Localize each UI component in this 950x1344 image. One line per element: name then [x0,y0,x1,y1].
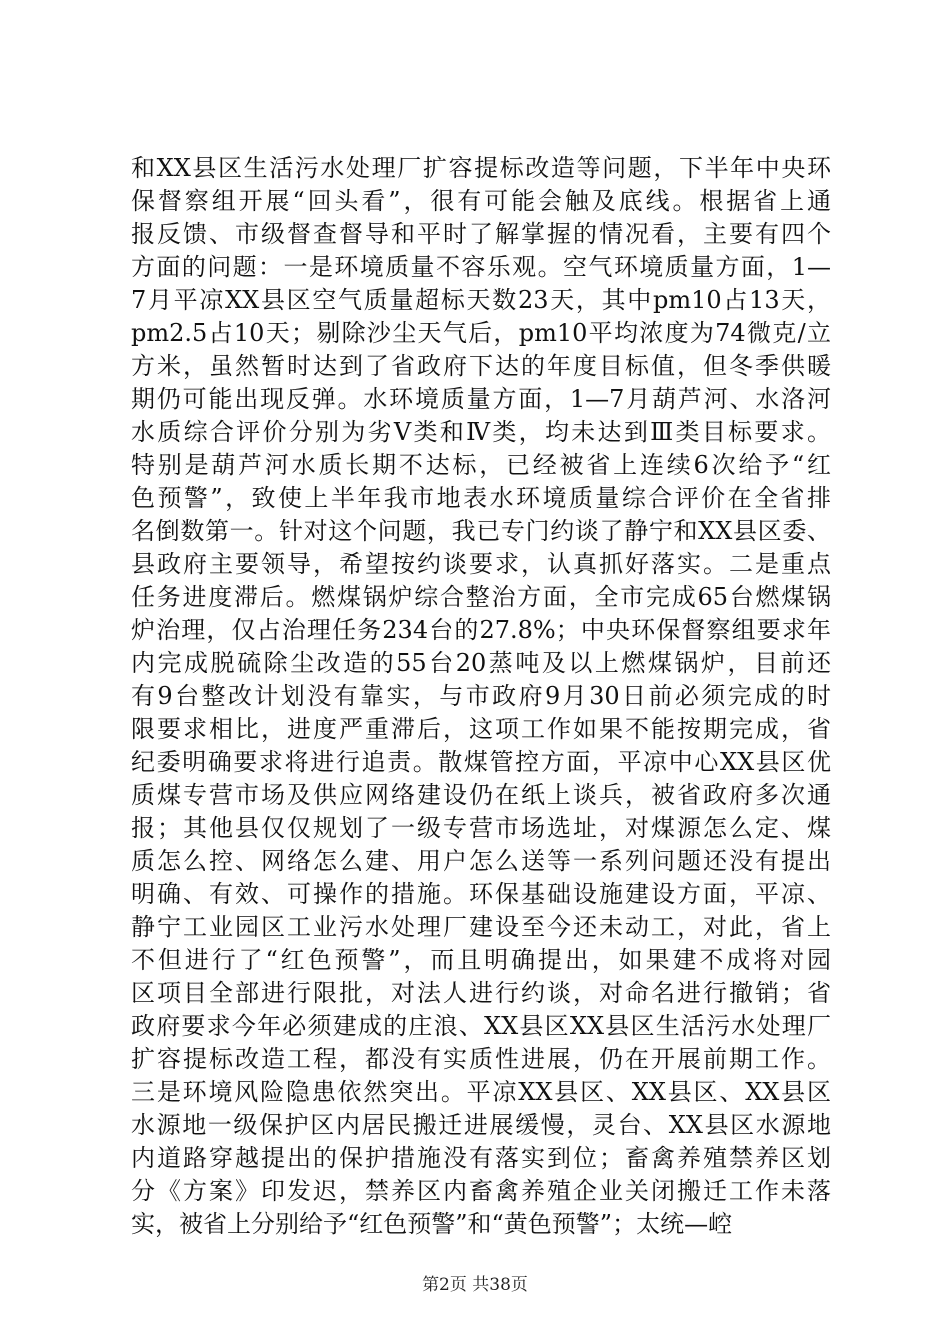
text-line: 限要求相比，进度严重滞后，这项工作如果不能按期完成，省 [131,715,831,743]
text-line: 不但进行了“红色预警”，而且明确提出，如果建不成将对园 [131,946,831,974]
page-number-footer: 第2页 共38页 [422,1275,528,1295]
text-line: 水质综合评价分别为劣Ⅴ类和Ⅳ类，均未达到Ⅲ类目标要求。 [131,418,831,446]
text-line: 三是环境风险隐患依然突出。平凉XX县区、XX县区、XX县区 [131,1078,831,1106]
text-line: 扩容提标改造工程，都没有实质性进展，仍在开展前期工作。 [131,1045,831,1073]
text-line: 特别是葫芦河水质长期不达标，已经被省上连续6次给予“红 [131,451,831,479]
text-line: 内道路穿越提出的保护措施没有落实到位；畜禽养殖禁养区划 [131,1144,831,1172]
text-line: 质怎么控、网络怎么建、用户怎么送等一系列问题还没有提出 [131,847,831,875]
body-text [131,152,831,1241]
text-line: 静宁工业园区工业污水处理厂建设至今还未动工，对此，省上 [131,913,831,941]
text-line: 和XX县区生活污水处理厂扩容提标改造等问题，下半年中央环 [131,154,831,182]
text-line: 期仍可能出现反弹。水环境质量方面，1—7月葫芦河、水洛河 [131,385,831,413]
text-line: 炉治理，仅占治理任务234台的27.8%；中央环保督察组要求年 [131,616,831,644]
text-line: 区项目全部进行限批，对法人进行约谈，对命名进行撤销；省 [131,979,831,1007]
text-line: pm2.5占10天；剔除沙尘天气后，pm10平均浓度为74微克/立 [131,319,831,347]
text-line: 方米，虽然暂时达到了省政府下达的年度目标值，但冬季供暖 [131,352,831,380]
text-line: 内完成脱硫除尘改造的55台20蒸吨及以上燃煤锅炉，目前还 [131,649,831,677]
text-line: 有9台整改计划没有靠实，与市政府9月30日前必须完成的时 [131,682,831,710]
text-line: 7月平凉XX县区空气质量超标天数23天，其中pm10占13天， [131,286,831,314]
text-line: 报反馈、市级督查督导和平时了解掌握的情况看，主要有四个 [131,220,831,248]
text-line: 明确、有效、可操作的措施。环保基础设施建设方面，平凉、 [131,880,831,908]
text-line: 政府要求今年必须建成的庄浪、XX县区XX县区生活污水处理厂 [131,1012,831,1040]
text-line: 县政府主要领导，希望按约谈要求，认真抓好落实。二是重点 [131,550,831,578]
text-line: 实，被省上分别给予“红色预警”和“黄色预警”；太统—崆 [131,1210,733,1238]
text-line: 任务进度滞后。燃煤锅炉综合整治方面，全市完成65台燃煤锅 [131,583,831,611]
text-line: 色预警”，致使上半年我市地表水环境质量综合评价在全省排 [131,484,831,512]
text-line: 方面的问题：一是环境质量不容乐观。空气环境质量方面，1— [131,253,831,281]
text-line: 名倒数第一。针对这个问题，我已专门约谈了静宁和XX县区委、 [131,517,831,545]
text-line: 纪委明确要求将进行追责。散煤管控方面，平凉中心XX县区优 [131,748,831,776]
text-line: 水源地一级保护区内居民搬迁进展缓慢，灵台、XX县区水源地 [131,1111,831,1139]
text-line: 保督察组开展“回头看”，很有可能会触及底线。根据省上通 [131,187,831,215]
text-line: 分《方案》印发迟，禁养区内畜禽养殖企业关闭搬迁工作未落 [131,1177,831,1205]
text-line: 质煤专营市场及供应网络建设仍在纸上谈兵，被省政府多次通 [131,781,831,809]
text-line: 报；其他县仅仅规划了一级专营市场选址，对煤源怎么定、煤 [131,814,831,842]
